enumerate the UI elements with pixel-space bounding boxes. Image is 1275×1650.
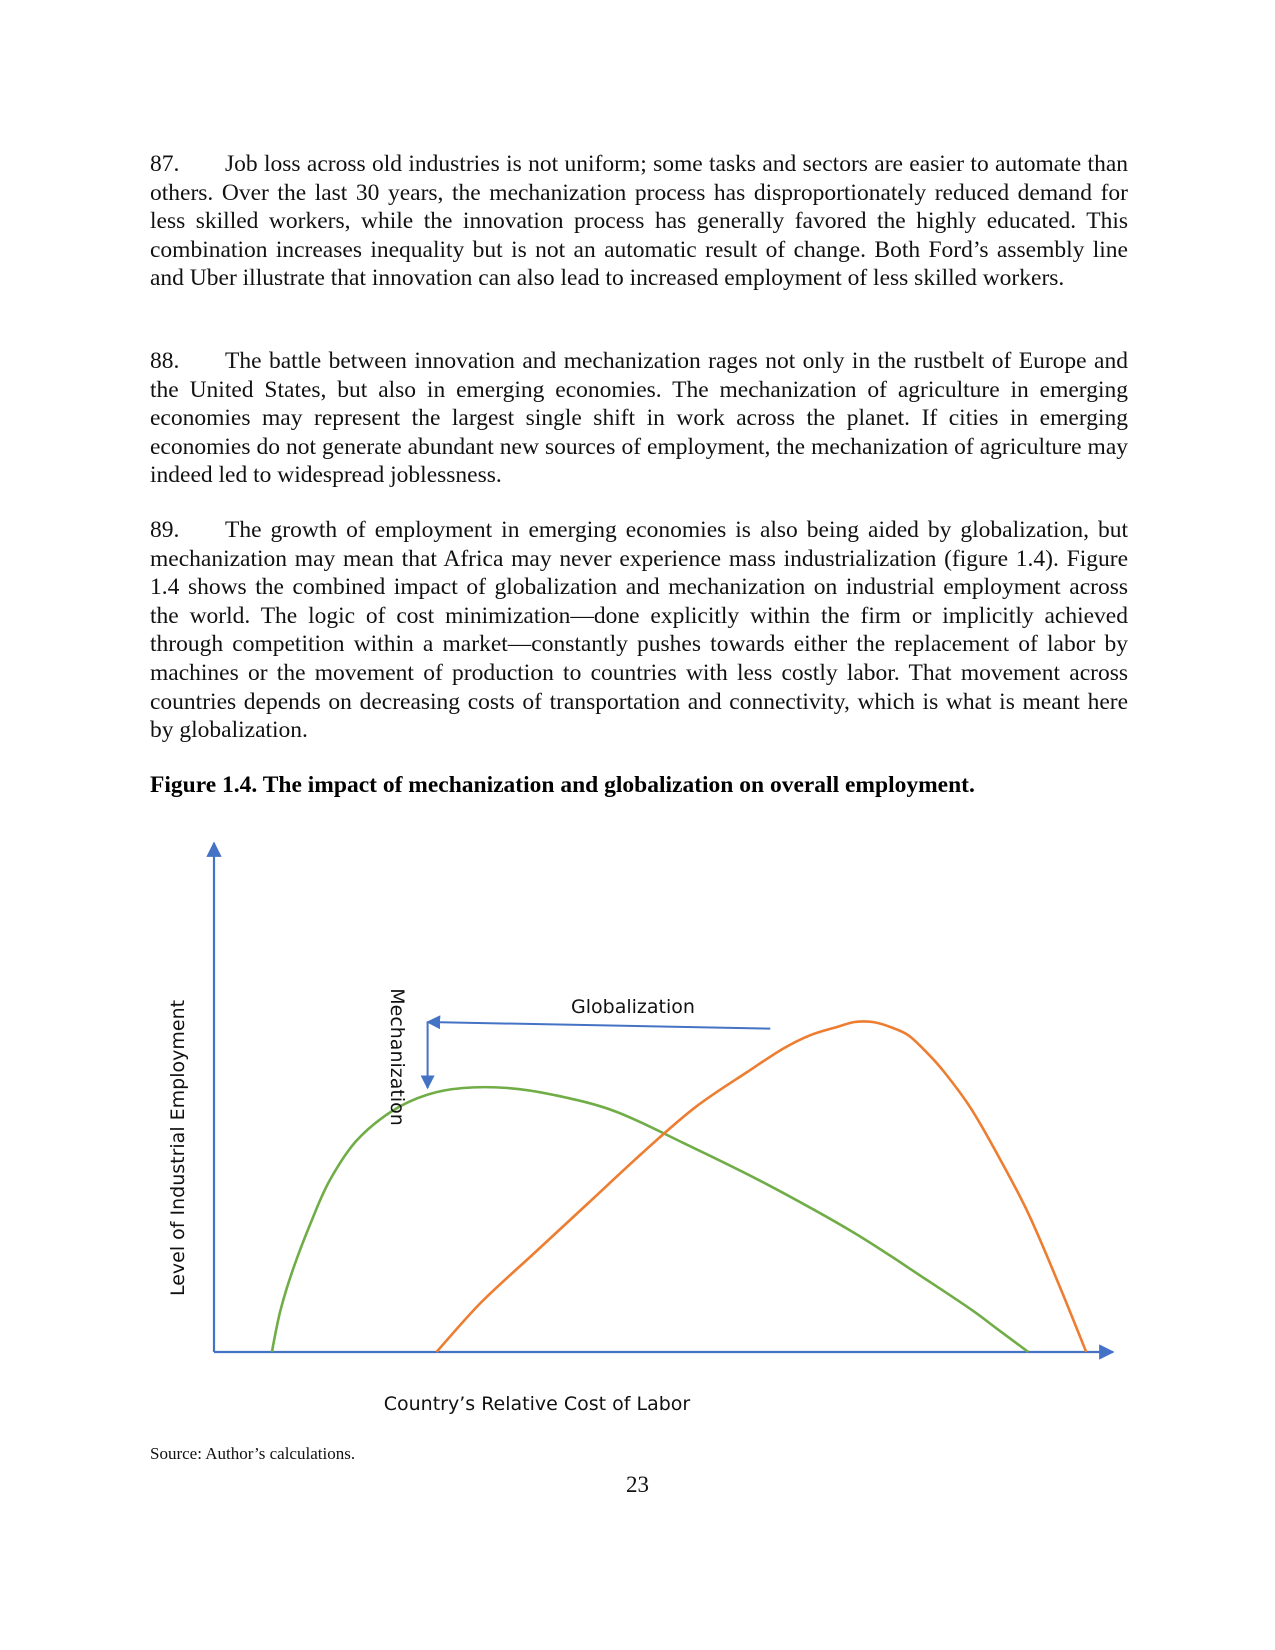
paragraph-number: 87. — [150, 151, 180, 177]
paragraph-number: 89. — [150, 517, 180, 543]
y-axis-label: Level of Industrial Employment — [167, 999, 189, 1297]
figure-source: Source: Author’s calculations. — [150, 1444, 356, 1463]
chart-annotation-layer — [386, 988, 770, 1126]
annotation-arrow-globalization — [428, 1022, 771, 1029]
series-line-globalization — [437, 1021, 1087, 1352]
figure-caption: Figure 1.4. The impact of mechanization and globalization on overall employment. — [150, 772, 975, 798]
paragraph-text: Job loss across old industries is not uniform; some tasks and sectors are easier to automate than others. Over the last 30 years, the mechanization process has disproportionately reduced demand for less skilled workers, while the innovation process has generally favored the highly educated. This combination increases inequality but is not an automatic result of change. Both Ford’s assembly line and Uber illustrate that innovation can also lead to increased employment of less skilled workers. — [150, 151, 1128, 292]
page-number: 23 — [626, 1472, 649, 1497]
series-line-mechanization — [272, 1087, 1028, 1352]
x-axis-label: Country’s Relative Cost of Labor — [383, 1393, 691, 1415]
paragraph-text: The growth of employment in emerging economies is also being aided by globalization, but mechanization may mean that Africa may never experience mass industrialization (figure 1.4). Figure 1.4 shows the combined impact of globalization and mechanization on industrial employment across the world. The logic of cost minimization—done explicitly within the firm or implicitly achieved through competition within a market—constantly pushes towards either the replacement of labor by machines or the movement of production to countries with less costly labor. That movement across countries depends on decreasing costs of transportation and connectivity, which is what is meant here by globalization. — [150, 517, 1128, 744]
chart-axes — [214, 843, 1113, 1352]
annotation-label-mechanization: Mechanization — [386, 988, 408, 1126]
paragraph-number: 88. — [150, 348, 180, 374]
paragraph-text: The battle between innovation and mechanization rages not only in the rustbelt of Europe and the United States, but also in emerging economies. The mechanization of agriculture in emerging economies may represent the largest single shift in work across the planet. If cities in emerging economies do not generate abundant new sources of employment, the mechanization of agriculture may indeed led to widespread joblessness. — [150, 348, 1128, 489]
annotation-label-globalization: Globalization — [571, 996, 695, 1018]
